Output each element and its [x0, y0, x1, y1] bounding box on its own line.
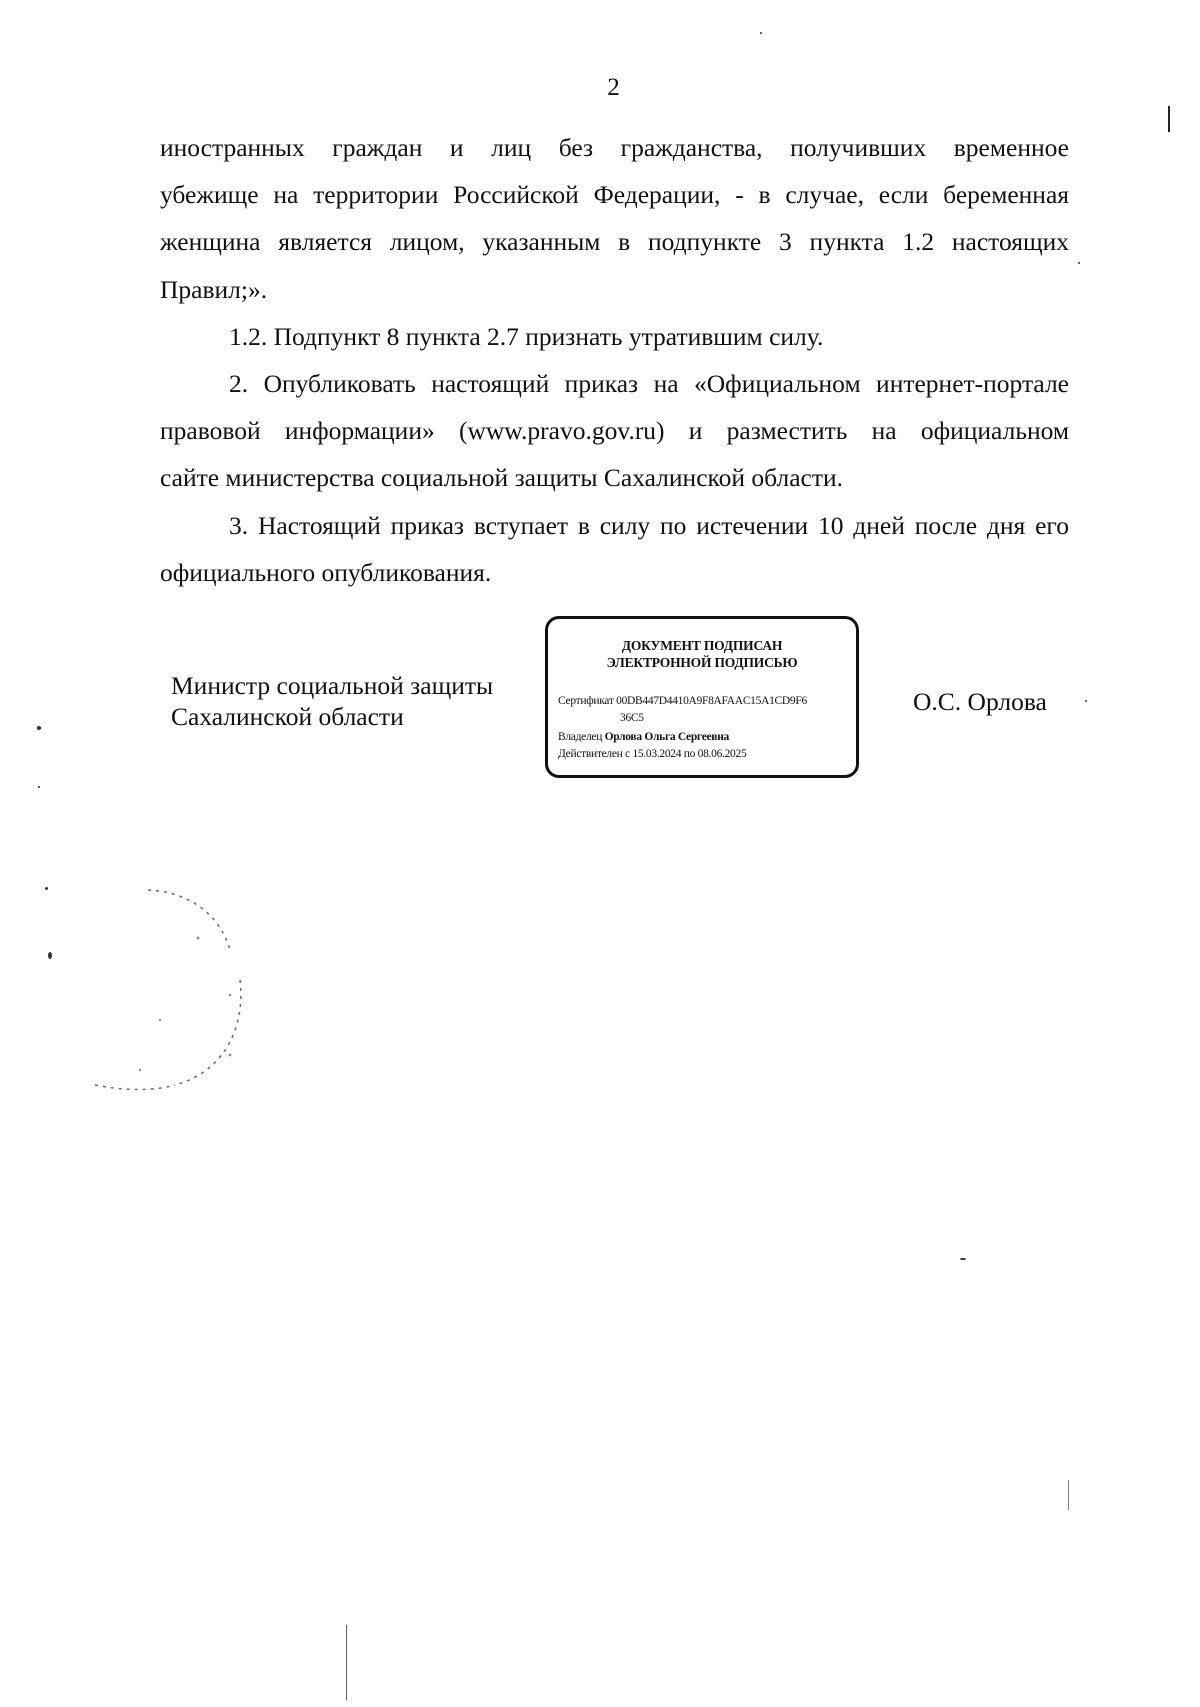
scan-edge-mark: [1068, 1480, 1069, 1510]
scan-edge-mark: [346, 1625, 347, 1700]
stamp-certificate-continuation: 36C5: [620, 712, 644, 724]
text-line: женщина является лицом, указанным в подпункте 3 пункта 1.2 настоящих: [160, 227, 1069, 257]
stamp-certificate: [558, 694, 807, 708]
document-body: [160, 124, 1069, 596]
scan-speck: [760, 32, 762, 34]
scan-speck: [960, 1258, 966, 1260]
signer-position-line: Министр социальной защиты: [171, 671, 494, 700]
text-line: правовой информации» (www.pravo.gov.ru) и разместить на официальном: [160, 416, 1069, 446]
electronic-signature-stamp: [545, 616, 859, 778]
page-number: 2: [607, 74, 620, 101]
faded-seal-trace: [80, 870, 280, 1130]
scan-speck: [45, 887, 48, 890]
stamp-certificate-value: 00DB447D4410A9F8AFAAC15A1CD9F6: [616, 695, 807, 707]
paragraph-continuation: [160, 124, 1069, 313]
signature-block: [0, 616, 1200, 786]
stamp-owner: [558, 730, 729, 744]
scan-speck: [38, 786, 40, 788]
stamp-title-line: ЭЛЕКТРОННОЙ ПОДПИСЬЮ: [606, 655, 798, 670]
text-line: Правил;».: [160, 274, 268, 304]
scan-speck: [1078, 262, 1080, 264]
signer-name: О.С. Орлова: [913, 687, 1047, 716]
paragraph-item-2: [160, 360, 1069, 502]
paragraph-item-1-2: 1.2. Подпункт 8 пункта 2.7 признать утратившим силу.: [229, 321, 824, 351]
text-line: официального опубликования.: [160, 557, 492, 587]
stamp-certificate-label: Сертификат: [558, 695, 614, 707]
text-line: 2. Опубликовать настоящий приказ на «Официальном интернет-портале: [229, 369, 1069, 399]
signer-position-line: Сахалинской области: [171, 702, 404, 731]
scan-speck: [48, 952, 52, 959]
stamp-title-line: ДОКУМЕНТ ПОДПИСАН: [621, 638, 783, 653]
stamp-owner-value: Орлова Ольга Сергеевна: [604, 731, 729, 743]
text-line: убежище на территории Российской Федерации, - в случае, если беременная: [160, 180, 1069, 210]
stamp-validity: Действителен с 15.03.2024 по 08.06.2025: [558, 748, 747, 760]
paragraph-item-3: [160, 502, 1069, 596]
scan-edge-mark: [1168, 106, 1170, 132]
text-line: иностранных граждан и лиц без гражданства, получивших временное: [160, 133, 1069, 162]
text-line: 3. Настоящий приказ вступает в силу по истечении 10 дней после дня его: [229, 510, 1069, 540]
scan-speck: [37, 726, 41, 730]
signer-position: [171, 670, 493, 732]
stamp-owner-label: Владелец: [558, 731, 603, 743]
text-line: сайте министерства социальной защиты Сахалинской области.: [160, 463, 843, 493]
scan-speck: [1085, 700, 1087, 702]
stamp-title: [548, 637, 856, 671]
